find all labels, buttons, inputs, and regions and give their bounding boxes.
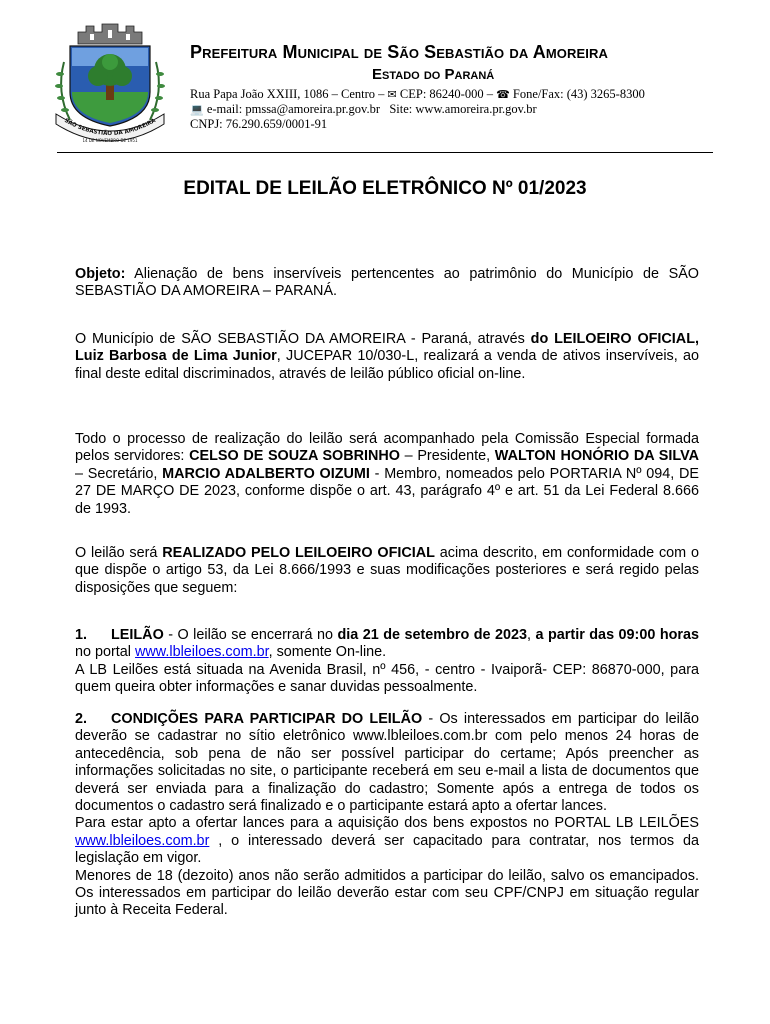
municipality-title: Prefeitura Municipal de São Sebastião da Amoreira bbox=[190, 42, 608, 62]
p3-text-c: acima descrito, em conformidade com o que dispõe o artigo 53, da Lei 8.666/1993 e suas modificações posteriores e será regido pelas disposições que seguem: bbox=[75, 545, 699, 596]
p2-text-e: – Secretário, bbox=[75, 465, 163, 482]
p2-bold-secretario: WALTON HONÓRIO DA SILVA bbox=[494, 448, 700, 465]
s2-text-a: - Os interessados em participar do leilão deverão se cadastrar no sítio eletrônico www.lbleiloes.com.br com pelo menos 24 horas de antecedência, sob pena de não ser possível participar do certame; Após preencher as informações solicitadas no site, o participante receberá em seu e-mail a lista de documentos que deverá ser enviada para a finalização do cadastro; Somente após a entrega de todos os documentos o cadastro será finalizado e o participante estará apto a ofertar lances. bbox=[75, 711, 699, 815]
paragraph-realizado bbox=[75, 545, 699, 597]
section-1-leilao bbox=[75, 627, 699, 697]
p2-text-a: Todo o processo de realização do leilão será acompanhado pela Comissão Especial formada pelos servidores: bbox=[75, 431, 699, 465]
p2-text-c: – Presidente, bbox=[400, 448, 495, 465]
cep-text: CEP: 86240-000 – bbox=[399, 87, 493, 101]
s1-text-g: A LB Leilões está situada na Avenida Brasil, nº 456, - centro - Ivaiporã- CEP: 86870-000, para quem queira obter informações e sanar duvidas pessoalmente. bbox=[75, 661, 699, 696]
p2-text-g: - Membro, nomeados pelo PORTARIA Nº 094, DE 27 DE MARÇO DE 2023, conforme dispõe o art. 43, parágrafo 4º e art. 51 da Lei Federal 8.666 de 1993. bbox=[75, 465, 699, 517]
address-text: Rua Papa João XXIII, 1086 – Centro – bbox=[190, 87, 385, 101]
telephone-icon: ☎ bbox=[496, 88, 510, 101]
portal-link-2[interactable]: www.lbleiloes.com.br bbox=[75, 832, 210, 849]
p1-bold-leiloeiro: do LEILOEIRO OFICIAL, Luiz Barbosa de Lima Junior bbox=[75, 331, 699, 365]
envelope-icon: ✉ bbox=[387, 88, 397, 101]
header-divider bbox=[57, 152, 713, 153]
p2-bold-presidente: CELSO DE SOUZA SOBRINHO bbox=[189, 448, 401, 465]
s2-text-b: Para estar apto a ofertar lances para a aquisição dos bens expostos no PORTAL LB LEILÕES bbox=[75, 815, 699, 832]
paragraph-comissao bbox=[75, 431, 699, 518]
p1-text-c: , JUCEPAR 10/030-L, realizará a venda de ativos inservíveis, ao final deste edital discriminados, através de leilão público oficial on-line. bbox=[75, 348, 699, 382]
site-text: Site: www.amoreira.pr.gov.br bbox=[389, 102, 537, 116]
s1-text-c: , bbox=[527, 627, 536, 643]
section-2-heading: CONDIÇÕES PARA PARTICIPAR DO LEILÃO bbox=[111, 711, 423, 727]
p3-text-a: O leilão será bbox=[75, 545, 163, 561]
computer-icon: 💻 bbox=[190, 103, 204, 116]
p2-bold-membro: MARCIO ADALBERTO OIZUMI bbox=[162, 465, 370, 482]
objeto-paragraph bbox=[75, 266, 699, 301]
s1-text-a: - O leilão se encerrará no bbox=[163, 627, 338, 643]
document-title: EDITAL DE LEILÃO ELETRÔNICO Nº 01/2023 bbox=[183, 178, 587, 199]
paragraph-leiloeiro bbox=[75, 331, 699, 383]
s2-text-d: Menores de 18 (dezoito) anos não serão admitidos a participar do leilão, salvo os emancipados. Os interessados em participar do leilão deverão estar com seu CPF/CNPJ em situação regular junto à Receita Federal. bbox=[75, 867, 699, 919]
objeto-label: Objeto: bbox=[75, 266, 126, 282]
objeto-text: Alienação de bens inservíveis pertencentes ao patrimônio do Município de SÃO SEBASTIÃO DA AMOREIRA – PARANÁ. bbox=[75, 266, 699, 300]
section-2-number: 2. bbox=[75, 711, 88, 727]
p3-bold: REALIZADO PELO LEILOEIRO OFICIAL bbox=[162, 545, 435, 561]
s1-bold-date: dia 21 de setembro de 2023 bbox=[337, 627, 528, 643]
s1-text-f: , somente On-line. bbox=[268, 644, 387, 661]
phone-text: Fone/Fax: (43) 3265-8300 bbox=[512, 87, 645, 101]
s2-text-c: , o interessado deverá ser capacitado para contratar, nos termos da legislação em vigor. bbox=[75, 832, 699, 867]
section-2-condicoes bbox=[75, 711, 699, 920]
cnpj-line: CNPJ: 76.290.659/0001-91 bbox=[190, 117, 328, 131]
crest-ribbon-text: SÃO SEBASTIÃO DA AMOREIRA bbox=[63, 117, 157, 138]
portal-link[interactable]: www.lbleiloes.com.br bbox=[135, 644, 269, 661]
state-name: Estado do Paraná bbox=[372, 66, 495, 83]
p1-text-a: O Município de SÃO SEBASTIÃO DA AMOREIRA - Paraná, através bbox=[75, 331, 531, 347]
municipal-coat-of-arms-logo bbox=[50, 22, 170, 148]
section-1-heading: LEILÃO bbox=[111, 627, 164, 643]
crest-date-text: 14 DE NOVEMBRO DE 1951 bbox=[82, 138, 138, 143]
email-text: e-mail: pmssa@amoreira.pr.gov.br bbox=[206, 102, 380, 116]
s1-bold-time: a partir das 09:00 horas bbox=[535, 627, 700, 643]
section-1-number: 1. bbox=[75, 627, 88, 643]
address-line bbox=[190, 87, 645, 102]
s1-text-e: no portal bbox=[75, 644, 136, 661]
contact-line bbox=[190, 102, 537, 117]
